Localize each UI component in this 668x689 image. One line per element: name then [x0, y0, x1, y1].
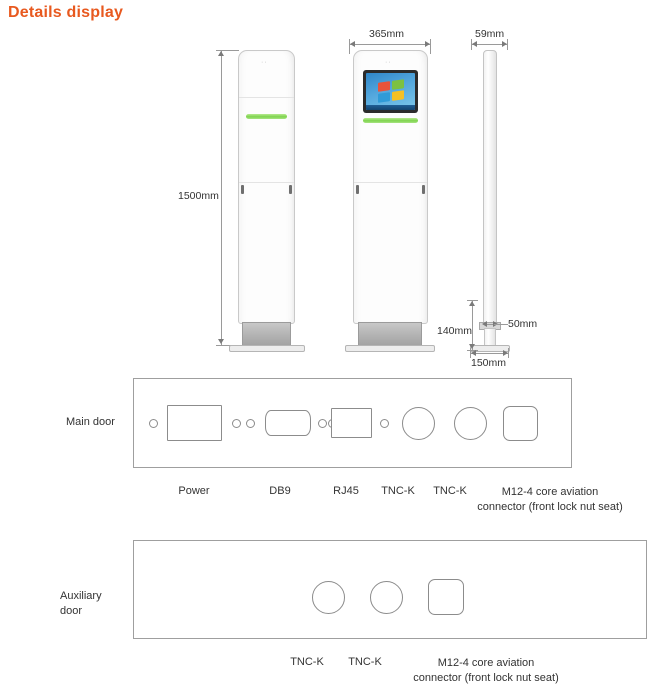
lock-slot-left-2 [356, 185, 359, 194]
screen-taskbar [366, 105, 415, 110]
panel-seam [239, 97, 294, 98]
sensor-dots-icon: ·· [261, 59, 268, 66]
indicator-bar-2 [363, 118, 418, 123]
screw-hole-2 [232, 419, 241, 428]
kiosk-base-plate-2 [345, 345, 435, 352]
kiosk-body-2 [353, 50, 428, 324]
aux-m12-port-label-line2: connector (front lock nut seat) [413, 672, 559, 684]
auxiliary-door-panel [133, 540, 647, 639]
kiosk-base-block-1 [242, 322, 291, 347]
m12-port-label-line2: connector (front lock nut seat) [477, 501, 623, 513]
width-ext-left [349, 44, 350, 54]
aux-tnc-k-port-2[interactable] [370, 581, 403, 614]
tnc-k-port-2[interactable] [454, 407, 487, 440]
lock-slot-right-2 [422, 185, 425, 194]
m12-aviation-port[interactable] [503, 406, 538, 441]
base-depth-label: 50mm [508, 318, 538, 330]
screw-hole-3 [246, 419, 255, 428]
base-height-dim-line [472, 300, 473, 350]
base-depth-arrow-left [482, 321, 487, 327]
depth-tick-right [507, 39, 508, 50]
screw-hole-left [149, 419, 158, 428]
base-height-label: 140mm [437, 325, 473, 337]
depth-arrow-right [502, 41, 507, 47]
auxiliary-door-label [60, 589, 120, 619]
m12-port-label-line1: M12-4 core aviation [501, 486, 599, 498]
height-dimension-line [221, 50, 222, 345]
kiosk-body-1 [238, 50, 295, 324]
kiosk-side-body [483, 50, 497, 324]
base-height-arrow-up [469, 301, 475, 306]
base-depth-leader [494, 324, 508, 325]
kiosk-base-block-2 [358, 322, 422, 347]
aux-m12-aviation-port[interactable] [428, 579, 464, 615]
screen-wallpaper [366, 73, 415, 110]
db9-port-label: DB9 [269, 485, 291, 497]
auxiliary-door-label-line1: Auxiliary [60, 590, 102, 602]
main-door-label: Main door [66, 416, 115, 428]
kiosk-screen [363, 70, 418, 113]
auxiliary-door-label-line2: door [60, 605, 83, 617]
page-title: Details display [8, 4, 124, 21]
height-dimension-label: 1500mm [178, 190, 219, 202]
screw-hole-4 [318, 419, 327, 428]
base-width-arrow-right [503, 350, 508, 356]
width-dimension-line [349, 44, 430, 45]
height-arrow-up [218, 51, 224, 56]
width-ext-right [430, 44, 431, 54]
tnc-k-port-1[interactable] [402, 407, 435, 440]
rj45-port[interactable] [331, 408, 372, 438]
power-port-label: Power [178, 485, 210, 497]
lock-slot-right [289, 185, 292, 194]
m12-port-label [470, 485, 630, 515]
panel-seam-3 [354, 182, 427, 183]
aux-tnc-k-port-1-label: TNC-K [290, 656, 324, 668]
sensor-dots-icon-2: ·· [385, 59, 392, 66]
depth-arrow-left [472, 41, 477, 47]
kiosk-base-plate-1 [229, 345, 305, 352]
ext-line-top [221, 50, 239, 51]
indicator-bar-1 [246, 114, 287, 119]
screw-hole-6 [380, 419, 389, 428]
depth-dimension-label: 59mm [475, 28, 505, 40]
base-width-tick-right [508, 348, 509, 358]
tnc-k-port-1-label: TNC-K [381, 485, 415, 497]
width-arrow-left [350, 41, 355, 47]
windows-logo-icon [378, 79, 404, 103]
width-dimension-label: 365mm [369, 28, 405, 40]
panel-seam-2 [239, 182, 294, 183]
height-arrow-down [218, 339, 224, 344]
aux-tnc-k-port-2-label: TNC-K [348, 656, 382, 668]
lock-slot-left [241, 185, 244, 194]
aux-m12-port-label-line1: M12-4 core aviation [437, 657, 535, 669]
aux-m12-port-label [400, 656, 572, 686]
power-port[interactable] [167, 405, 222, 441]
aux-tnc-k-port-1[interactable] [312, 581, 345, 614]
main-door-panel [133, 378, 572, 468]
rj45-port-label: RJ45 [333, 485, 359, 497]
base-width-label: 150mm [471, 357, 507, 369]
db9-port[interactable] [265, 410, 311, 436]
tnc-k-port-2-label: TNC-K [433, 485, 467, 497]
base-width-arrow-left [471, 350, 476, 356]
